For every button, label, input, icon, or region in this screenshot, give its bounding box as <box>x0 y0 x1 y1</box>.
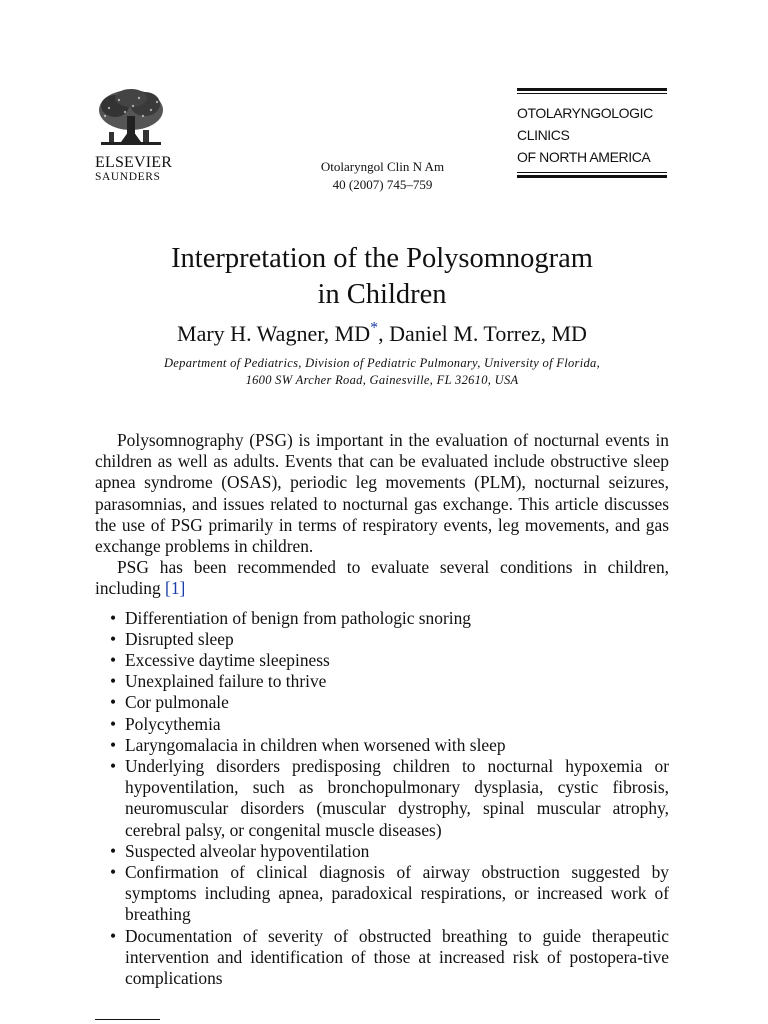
title-line-1: Interpretation of the Polysomnogram <box>171 243 593 274</box>
elsevier-tree-icon <box>95 88 167 154</box>
footnote-rule <box>95 1019 160 1020</box>
journal-rule-top <box>517 88 667 91</box>
article-title <box>95 241 669 313</box>
list-item <box>95 650 669 671</box>
list-item <box>95 841 669 862</box>
list-item-text: Excessive daytime sleepiness <box>125 650 330 671</box>
author-wagner: Mary H. Wagner, MD <box>177 321 371 346</box>
list-item-text: Suspected alveolar hypoventilation <box>125 840 370 861</box>
list-item <box>95 735 669 756</box>
list-item <box>95 926 669 990</box>
list-item-text: Underlying disorders predisposing children to nocturnal hypoxemia or hypoventilation, such as bronchopulmonary dysplasia, cystic fibrosis, neuromuscular disorders (muscular dystrophy, spinal muscular atrophy, cerebral palsy, or congenital muscle diseases) <box>125 756 669 840</box>
list-item <box>95 862 669 926</box>
bullet-icon: • <box>110 734 117 755</box>
publisher-logo <box>95 88 173 183</box>
bullet-icon: • <box>110 756 117 777</box>
reference-link[interactable]: [1] <box>165 578 186 599</box>
intro-paragraph: Polysomnography (PSG) is important in the evaluation of nocturnal events in children as well as adults. Events that can be evaluated include obstructive sleep apnea syndrome (OSAS), periodic leg movements (PLM), nocturnal seizures, parasomnias, and issues related to nocturnal gas exchange. This article discusses the use of PSG primarily in terms of respiratory events, leg movements, and gas exchange problems in children. <box>95 430 669 557</box>
list-item <box>95 671 669 692</box>
journal-line-2: CLINICS <box>517 127 570 143</box>
indications-text: PSG has been recommended to evaluate several conditions in children, including <box>95 557 669 599</box>
bullet-icon: • <box>110 650 117 671</box>
affiliation <box>120 355 644 389</box>
list-item <box>95 629 669 650</box>
list-item-text: Differentiation of benign from pathologic snoring <box>125 607 471 628</box>
list-item-text: Unexplained failure to thrive <box>125 671 327 692</box>
bullet-icon: • <box>110 713 117 734</box>
journal-rule-bottom-thin <box>517 172 667 173</box>
journal-banner <box>517 88 667 180</box>
author-separator: , <box>378 321 390 346</box>
list-item <box>95 608 669 629</box>
bullet-icon: • <box>110 628 117 649</box>
list-item <box>95 756 669 841</box>
list-item-text: Documentation of severity of obstructed breathing to guide therapeutic intervention and identification of those at increased risk of postopera-tive complications <box>125 925 669 989</box>
journal-rule-bottom <box>517 175 667 178</box>
list-item-text: Cor pulmonale <box>125 692 229 713</box>
bullet-icon: • <box>110 692 117 713</box>
list-item-text: Laryngomalacia in children when worsened with sleep <box>125 734 506 755</box>
journal-line-1: OTOLARYNGOLOGIC <box>517 105 653 121</box>
list-item-text: Confirmation of clinical diagnosis of airway obstruction suggested by symptoms including apnea, paradoxical respirations, or increased work of breathing <box>125 862 669 925</box>
citation-volume: 40 (2007) 745–759 <box>332 177 433 192</box>
publisher-imprint: SAUNDERS <box>95 171 161 183</box>
indications-list <box>95 608 669 990</box>
indications-paragraph <box>95 557 669 599</box>
corresponding-author-link[interactable]: * <box>370 319 379 337</box>
list-item <box>95 714 669 735</box>
list-item <box>95 692 669 713</box>
list-item-text: Disrupted sleep <box>125 628 234 649</box>
affiliation-line-1: Department of Pediatrics, Division of Pediatric Pulmonary, University of Florida, <box>163 356 601 370</box>
publisher-name: ELSEVIER <box>95 154 173 171</box>
author-torrez: Daniel M. Torrez, MD <box>389 321 587 346</box>
affiliation-line-2: 1600 SW Archer Road, Gainesville, FL 32610, USA <box>245 373 519 387</box>
journal-line-3: OF NORTH AMERICA <box>517 149 651 165</box>
bullet-icon: • <box>110 607 117 628</box>
bullet-icon: • <box>110 840 117 861</box>
bullet-icon: • <box>110 925 117 946</box>
journal-citation <box>290 158 475 194</box>
article-body <box>95 430 669 989</box>
list-item-text: Polycythemia <box>125 713 221 734</box>
title-line-2: in Children <box>317 279 447 310</box>
citation-journal: Otolaryngol Clin N Am <box>320 159 445 174</box>
author-list <box>95 319 669 349</box>
journal-name <box>517 96 667 172</box>
bullet-icon: • <box>110 671 117 692</box>
bullet-icon: • <box>110 862 117 883</box>
journal-rule-top-thin <box>517 93 667 94</box>
